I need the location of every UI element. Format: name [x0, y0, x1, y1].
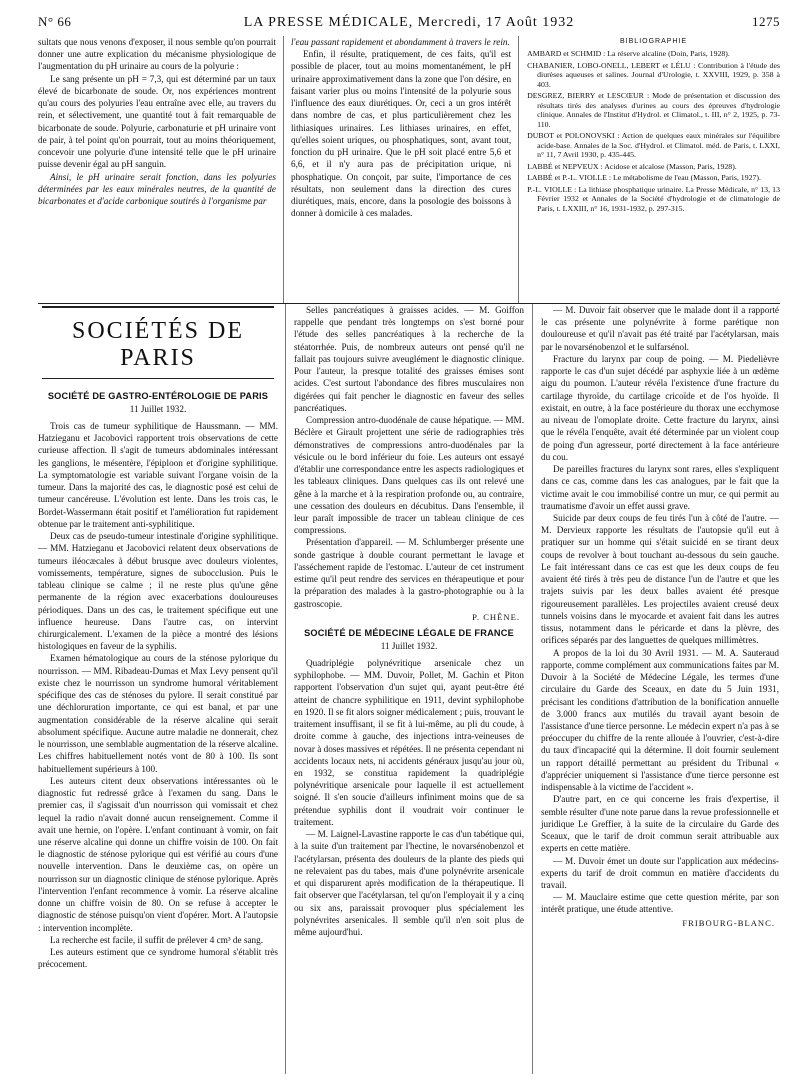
bibliography-entry: LABBÉ et P.-L. VIOLLE : Le métabolisme de l'eau (Masson, Paris, 1927).: [527, 173, 761, 182]
paragraph: Enfin, il résulte, pratiquement, de ces faits, qu'il est possible de placer, tout au moins momentanément, le pH urinaire approximativement dans la zone que l'on désire, en faisant varier plus ou moins l'intensité de la polyurie sous l'influence des eaux diurétiques. Or, ceci a un gros intérêt dans nombre de cas, et plus particulièrement chez les lithiasiques urinaires. Les lithiases urinaires, en effet, qu'elles soient uriques, ou phosphatiques, sont, avant tout, fonction du pH urinaire. Que le pH soit placé entre 5,6 et 6,6, et il n'y aura pas de précipitation urique, ni phosphatique. On conçoit, par suite, l'importance de ces résultats, non seulement dans la direction des cures diurétiques, mais, encore, dans la posologie des boissons à donner à domicile à ces malades.: [290, 49, 512, 219]
paragraph: sultats que nous venons d'exposer, il nous semble qu'on pourrait donner une autre explication du mécanisme physiologique de l'augmentation du pH urinaire au cours de la polyurie :: [38, 37, 276, 72]
paragraph: Fracture du larynx par coup de poing. — M. Piedelièvre rapporte le cas d'un sujet décédé par asphyxie liée à un œdème aigu du poumon. L'auteur révéla l'existence d'une fracture du cartilage thyroïde, du cartilage cricoïde et de l'os hyoïde. Il existait, en outre, à la face postérieure du thorax une ecchymose au niveau de l'omoplate droite. Cette fracture du larynx, ainsi que le révéla l'enquête, avait été déterminée par un violent coup de poing d'un agresseur, porté directement à la face antérieure du cou.: [541, 353, 779, 462]
bibliography-entry: CHABANIER, LOBO-ONELL, LEBERT et LÉLU : Contribution à l'étude des diurèses aqueuses et salines. Journal d'Urologie, t. XXVIII, 1929, p. 358 à 403.: [527, 60, 780, 89]
paragraph: A propos de la loi du 30 Avril 1931. — M. A. Sauteraud rapporte, comme complément aux communications faites par M. Duvoir à la Société de Médecine Légale, les termes d'une circulaire du Garde des Sceaux, en date du 5 Juin 1931, précisant les conditions d'attribution de la bonification annuelle de 3.000 francs aux mutilés du travail ayant besoin de l'assistance d'une tierce personne. Le médecin expert n'a pas à se préoccuper du chiffre de la rente allouée à l'ouvrier, c'est-à-dire du taux d'incapacité qui la détermine. Il doit fournir seulement un rapport détaillé permettant au président du Tribunal « d'apprécier uniquement si l'assistance d'une tierce personne est indispensable à la victime de l'accident ».: [541, 647, 779, 793]
top-column-1: [38, 36, 283, 303]
bibliography-entry: AMBARD et SCHMID : La réserve alcaline (Doin, Paris, 1928).: [527, 49, 730, 58]
paragraph: — M. Laignel-Lavastine rapporte le cas d'un tabétique qui, à la suite d'un traitement par l'hectine, le novarsénobenzol et l'acétylarsan, présenta des douleurs de la plante des pieds qui ne relevaient pas du tabes, mais d'une polynévrite arsenicale et qui disparurent après modification de la thérapeutique. Il fait observer que l'acétylarsan, tel qu'on l'employait il y a cinq ou six ans, paraissait provoquer plus spécialement les polynévrites arsenicales. Il semble qu'il n'en soit plus de même aujourd'hui.: [294, 829, 524, 938]
paragraph: Les auteurs estiment que ce syndrome humoral s'établit très précocement.: [38, 947, 278, 970]
societies-section: [38, 304, 780, 1074]
issue-number: N° 66: [38, 14, 72, 29]
paragraph: D'autre part, en ce qui concerne les frais d'expertise, il semble résulter d'une note parue dans la revue professionnelle et juridique Le Greffier, à la suite de la circulaire du Garde des Sceaux, que le tarif de droit commun serait attribuable aux experts en cette matière.: [541, 794, 779, 854]
paragraph: — M. Duvoir émet un doute sur l'application aux médecins-experts du tarif de droit commun en matière d'accidents du travail.: [541, 855, 779, 891]
top-article-continuation: [38, 36, 780, 304]
session-date: 11 Juillet 1932.: [129, 404, 187, 414]
paragraph: Selles pancréatiques à graisses acides. — M. Goiffon rappelle que pendant très longtemps on s'est borné pour l'étude des selles pancréatiques à la recherche de la stéatorrhée. Puis, de nombreux auteurs ont pensé qu'il ne fallait pas toujours suivre aveuglément le diagnostic clinique. Pour l'auteur, la presque totalité des graisses émises sont acides. C'est surtout l'abondance des fibres musculaires non digérées qui fait pencher le diagnostic en faveur des selles pancréatiques.: [294, 305, 524, 413]
paragraph: Ainsi, le pH urinaire serait fonction, dans les polyuries déterminées par les eaux minérales neutres, de la quantité de bicarbonates et d'acide carbonique soutirés à l'organisme par: [38, 171, 276, 207]
paragraph: De pareilles fractures du larynx sont rares, elles s'expliquent dans ce cas, comme dans les cas analogues, par le fait que la victime avait le cou immobilisé contre un mur, ce qui permit au traumatisme d'avoir un effet aussi grave.: [541, 464, 779, 511]
page-header: [38, 14, 780, 36]
title-rule: [42, 306, 274, 308]
paragraph: Suicide par deux coups de feu tirés l'un à côté de l'autre. — M. Dervieux rapporte les résultats de l'autopsie qu'il eut à pratiquer sur un homme qui s'était suicidé en se tirant deux coups de revolver à bout touchant au-dessous du sein gauche. Le fait intéressant dans ce cas est que les deux coups de feu avaient été tirés à très peu de distance l'un de l'autre et que les trajets suivis par les deux balles avaient été presque rigoureusement parallèles. Les projectiles avaient creusé deux tunnels voisins dans le myocarde et avaient fait dans les autres tissus, notamment dans le péricarde et dans la plèvre, des orifices séparés par des languettes de quelques millimètres.: [541, 512, 779, 646]
journal-title: LA PRESSE MÉDICALE, Mercredi, 17 Août 1932: [243, 15, 575, 30]
paragraph: Trois cas de tumeur syphilitique de Haussmann. — MM. Hatzieganu et Jacobovici rapportent trois observations de cette curieuse affection. Il s'agit de tumeurs abdominales intéressant les ganglions, le mésentère, l'épiploon et d'origine syphilitique. La symptomatologie est variable suivant l'organe voisin de la tumeur. Dans la majorité des cas, le diagnostic posé est celui de tumeur cancéreuse. L'évolution est lente. Dans les trois cas, le Bordet-Wassermann était positif et l'amélioration fut rapidement obtenue par le traitement anti-syphilitique.: [38, 421, 278, 529]
signature: P. CHÊNE.: [472, 611, 520, 622]
paragraph: Présentation d'appareil. — M. Schlumberger présente une sonde gastrique à double courant permettant le lavage et l'asséchement rapide de l'estomac. L'auteur de cet instrument estime qu'il peut rendre des services en thérapeutique et pour la préparation des malades à la gastro-photographie ou à la gastroscopie.: [294, 537, 524, 609]
bibliography-heading: BIBLIOGRAPHIE: [620, 38, 688, 45]
paragraph: — M. Duvoir fait observer que le malade dont il a rapporté le cas présente une polynévrite à forme parétique non douloureuse et qu'il n'avait pas été traité par l'acétylarsan, mais par le novarsénobenzol et le sulfarsénol.: [541, 305, 779, 352]
paragraph: — M. Mauclaire estime que cette question mérite, par son intérêt pratique, une étude attentive.: [541, 892, 779, 915]
paragraph: Compression antro-duodénale de cause hépatique. — MM. Béclère et Girault projettent une série de radiographies très démonstratives de compressions antro-duodénales par la vésicule ou le bord inférieur du foie. Les auteurs ont essayé d'établir une correspondance entre les aspects radiologiques et les tableaux cliniques. Dans quelques cas ils ont relevé une gêne à la marche et à la respiration profonde ou, au contraire, une cessation des douleurs en décubitus. Dans l'ensemble, il leur paraît impossible de tracer un tableau clinique de ces compressions.: [294, 415, 524, 536]
top-column-2: [283, 36, 518, 303]
column-left: [38, 304, 285, 1074]
paragraph: l'eau passant rapidement et abondamment à travers le rein.: [290, 37, 510, 47]
section-title: SOCIÉTÉS DE PARIS: [72, 318, 244, 371]
bibliography: [518, 36, 780, 303]
paragraph: Le sang présente un pH = 7,3, qui est déterminé par un taux élevé de bicarbonate de soude. Or, nos expériences montrent qu'au cours des polyuries l'eau entraîne avec elle, au travers du rein, et sélectivement, une quantité tout à fait remarquable de bicarbonate de soude. Polyurie, carbonaturie et pH urinaire vont de pair, à tel point qu'on pourrait, tout au moins théoriquement, concevoir une polyurie d'une intensité telle que le pH urinaire puisse devenir égal au pH sanguin.: [38, 73, 276, 170]
column-middle: [285, 304, 532, 1074]
title-rule: [42, 378, 274, 379]
page-number: 1275: [752, 14, 780, 29]
bibliography-entry: P.-L. VIOLLE : La lithiase phosphatique urinaire. La Presse Médicale, n° 13, 13 Février 1932 et Annales de la Société d'hydrologie et de climatologie de Paris, t. LXXIII, n° 16, 1931-1932, p. 297-315.: [527, 184, 780, 213]
signature: FRIBOURG-BLANC.: [682, 917, 775, 928]
society-heading: SOCIÉTÉ DE MÉDECINE LÉGALE DE FRANCE: [304, 627, 514, 638]
paragraph: Examen hématologique au cours de la sténose pylorique du nourrisson. — MM. Ribadeau-Dumas et Max Levy pensent qu'il existe chez le nourrisson un syndrome humoral véritablement spécifique des cas de sténoses du pylore. Il serait constitué par une déchloruration importante, ce qui est banal, et par une augmentation considérable de la réserve alcaline qui serait absolument spécifique. Aucune autre maladie ne donnerait, chez le nourrisson, une semblable augmentation de la réserve alcaline. Les chiffres habituellement notés vont de 80 à 100. Ils sont habituellement supérieurs à 100.: [38, 653, 278, 774]
paragraph: La recherche est facile, il suffit de prélever 4 cm³ de sang.: [50, 934, 264, 945]
society-heading: SOCIÉTÉ DE GASTRO-ENTÉROLOGIE DE PARIS: [47, 391, 269, 401]
session-date: 11 Juillet 1932.: [380, 640, 438, 651]
column-right: [532, 304, 779, 1074]
bibliography-entry: DESGREZ, BIERRY et LESCŒUR : Mode de présentation et discussion des résultats tirés des analyses d'urines au cours des épreuves d'hydrologie clinique. Annales de l'Institut d'Hydrol. et Climatol., t. III, n° 2, 1925, p. 73-110.: [527, 91, 780, 129]
bibliography-entry: DUBOT et POLONOVSKI : Action de quelques eaux minérales sur l'équilibre acide-base. Annales de la Soc. d'Hydrol. et Climatol. méd. de Paris, t. LXXI, n° 11, 7 Avril 1930, p. 435-445.: [527, 131, 780, 159]
bibliography-entry: LABBÉ et NEPVEUX : Acidose et alcalose (Masson, Paris, 1928).: [527, 161, 737, 171]
paragraph: Deux cas de pseudo-tumeur intestinale d'origine syphilitique. — MM. Hatzieganu et Jacobovici relatent deux observations de tumeurs iléocæcales à début brusque avec douleurs violentes, vomissements, température, signes de subocclusion. Puis le tableau clinique se calme ; il ne reste plus qu'une gêne permanente de la région avec exacerbations douloureuses périodiques. Dans un des cas, le traitement spécifique eut une influence heureuse. Dans l'autre cas, on intervint chirurgicalement. L'examen de la pièce a montré des lésions histologiques en faveur de la syphilis.: [38, 531, 278, 652]
paragraph: Les auteurs citent deux observations intéressantes où le diagnostic fut redressé grâce à l'examen du sang. Dans le premier cas, il s'agissait d'un nourrisson qui vomissait et chez lequel la radio n'avait donné aucun renseignement. Comme il avait une hernie, on l'opère. L'enfant continuant à vomir, on fait une réserve alcaline qui donne un chiffre voisin de 100. On fait le diagnostic de sténose pylorique qui est vérifié au cours d'une nouvelle intervention. Dans le deuxième cas, on opère un nourrisson sur un diagnostic clinique de sténose pylorique. Après l'intervention l'enfant recommence à vomir. La réserve alcaline donne un chiffre voisin de 80. On se refuse à accepter le diagnostic de sténose puisqu'on vient d'opérer. Mort. A l'autopsie : intervention incomplète.: [38, 775, 278, 933]
paragraph: Quadriplégie polynévritique arsenicale chez un syphilophobe. — MM. Duvoir, Pollet, M. Gachin et Piton rapportent l'observation d'un sujet qui, ayant peut-être été atteint de chancre syphilitique en 1911, devint syphilophobe en 1920. Il se fit alors soigner médicalement ; puis, trouvant le traitement insuffisant, il se fit à lui-même, au pli du coude, à droite comme à gauche, des injections intra-veineuses de novar à doses massives et répétées. Il ne présenta cependant ni accidents locaux nets, ni accidents généraux jusqu'au jour où, en 1932, se constitua rapidement la quadriplégie polynévritique arsenicale pour laquelle il est actuellement soigné. Il s'en soucie d'ailleurs infiniment moins que de sa prétendue syphilis dont il voudrait voir continuer le traitement.: [294, 657, 524, 827]
